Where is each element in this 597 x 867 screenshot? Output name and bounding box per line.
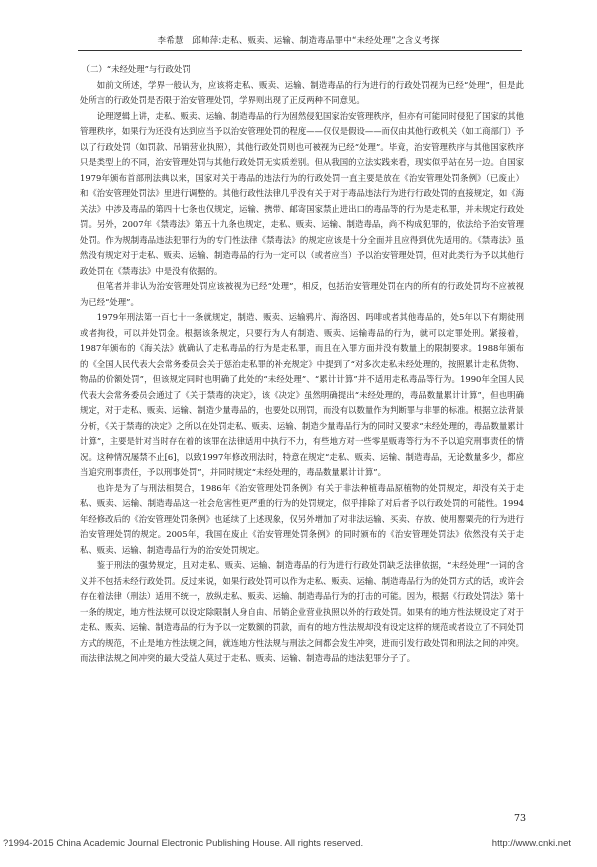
page-number: 73 [514,813,527,824]
paragraph-4: 1979年刑法第一百七十一条就规定，制造、贩卖、运输鸦片、海洛因、吗啡或者其他毒品的，处5年以下有期徒刑或者拘役，可以并处罚金。根据该条规定，只要行为人有制造、贩卖、运输毒品的行为，就可以定罪处刑。紧接着，1987年颁布的《海关法》就确认了走私毒品的行为是走私罪，而且在入罪方面并没有数量上的限制要求。1988年颁布的《全国人民代表大会常务委员会关于惩治走私罪的补充规定》中提到了“对多次走私未经处理的，按照累计走私货物、物品的价额处罚”，但该规定同时也明确了此处的“未经处理”、“累计计算”并不适用走私毒品等行为。1990年全国人民代表大会常务委员会通过了《关于禁毒的决定》，该《决定》虽然明确提出“未经处理的，毒品数量累计计算”，但也明确规定，对于走私、贩卖、运输、制造少量毒品的，也要处以刑罚，而没有以数量作为判断罪与非罪的标准。根据立法背景分析，《关于禁毒的决定》之所以在处罚走私、贩卖、运输、制造少量毒品行为的同时又要求“未经处理的，毒品数量累计计算”，主要是针对当时存在着的该罪在法律适用中执行不力，有些地方对一些零星贩毒等行为不予以追究刑事责任的情况。这种情况屡禁不止[6]，以致1997年修改刑法时，特意在规定“走私、贩卖、运输、制造毒品，无论数量多少，都应当追究刑事责任，予以刑事处罚”，并同时规定“未经处理的，毒品数量累计计算”。 [80,312,524,477]
paragraph-3: 但笔者并非认为治安管理处罚应该被视为已经“处理”，相反，包括治安管理处罚在内的所有的行政处罚均不应被视为已经“处理”。 [80,281,524,307]
header-rule [78,50,522,51]
article-body [80,62,524,667]
paragraph-1: 如前文所述，学界一般认为，应该将走私、贩卖、运输、制造毒品的行为进行的行政处罚视为已经“处理”，但是此处所言的行政处罚是否限于治安管理处罚，学界则出现了正反两种不同意见。 [80,79,524,105]
paragraph-5: 也许是为了与刑法相契合，1986年《治安管理处罚条例》有关于非法种植毒品原植物的处罚规定，却没有关于走私、贩卖、运输、制造毒品这一社会危害性更严重的行为的处罚规定，似乎排除了对后者予以行政处罚的可能性。1994年经修改后的《治安管理处罚条例》也延续了上述现象，仅另外增加了对非法运输、买卖、存放、使用罂粟壳的行为进行治安管理处罚的规定。2005年，我国在废止《治安管理处罚条例》的同时颁布的《治安管理处罚法》依然没有关于走私、贩卖、运输、制造毒品行为的治安处罚规定。 [80,482,524,555]
running-header: 李希慧 邱帅萍:走私、贩卖、运输、制造毒品罪中“未经处理”之含义考探 [157,36,440,46]
section-heading: （二）“未经处理”与行政处罚 [81,64,191,74]
copyright-notice: ?1994-2015 China Academic Journal Electronic Publishing House. All rights reserved. [3,838,364,849]
publisher-link[interactable]: http://www.cnki.net [491,838,571,849]
paragraph-6: 鉴于刑法的强势规定，且对走私、贩卖、运输、制造毒品的行为进行行政处罚缺乏法律依据，“未经处理”一词的含义并不包括未经行政处罚。反过来说，如果行政处罚可以作为走私、贩卖、运输、制造毒品行为的处罚方式的话，或许会存在着法律（刑法）适用不统一，放纵走私、贩卖、运输、制造毒品行为的打击的可能。因为，根据《行政处罚法》第十一条的规定，地方性法规可以设定除限制人身自由、吊销企业营业执照以外的行政处罚。如果有的地方性法规设定了对于走私、贩卖、运输、制造毒品的行为予以一定数额的罚款，而有的地方性法规却没有设定这样的规范或者设立了不同处罚方式的规范，不止是地方性法规之间，就连地方性法规与刑法之间都会发生冲突，进而引发行政处罚和刑法之间的冲突。而法律法规之间冲突的最大受益人莫过于走私、贩卖、运输、制造毒品的违法犯罪分子了。 [80,560,524,663]
page-footer [0,838,597,856]
paragraph-2: 论理逻辑上讲，走私、贩卖、运输、制造毒品的行为固然侵犯国家治安管理秩序，但亦有可能同时侵犯了国家的其他管理秩序，如果行为还没有达到应当予以治安管理处罚的程度——仅仅是假设——而仅由其他行政机关（如工商部门）予以了行政处罚（如罚款、吊销营业执照），其他行政处罚则也可被视为已经“处理”。毕竟，治安管理秩序与其他国家秩序只是类型上的不同，治安管理处罚与其他行政处罚无实质差别。但从我国的立法实践来看，现实似乎站在另一边。自国家1979年颁布首部刑法典以来，国家对关于毒品的违法行为的行政处罚一直主要是放在《治安管理处罚条例》（已废止）和《治安管理处罚法》里进行调整的。其他行政性法律几乎没有关于对于毒品违法行为进行行政处罚的直接规定，如《海关法》中涉及毒品的第四十七条也仅规定，运输、携带、邮寄国家禁止进出口的毒品等的行为是走私罪，并未规定行政处罚。另外，2007年《禁毒法》第五十九条也规定，走私、贩卖、运输、制造毒品，尚不构成犯罪的，依法给予治安管理处罚。作为规制毒品违法犯罪行为的专门性法律《禁毒法》的规定应该是十分全面并且应得到优先适用的。《禁毒法》虽然没有规定对于走私、贩卖、运输、制造毒品的行为一定可以（或者应当）予以治安管理处罚，但对此类行为予以其他行政处罚在《禁毒法》中是没有依据的。 [80,110,524,276]
